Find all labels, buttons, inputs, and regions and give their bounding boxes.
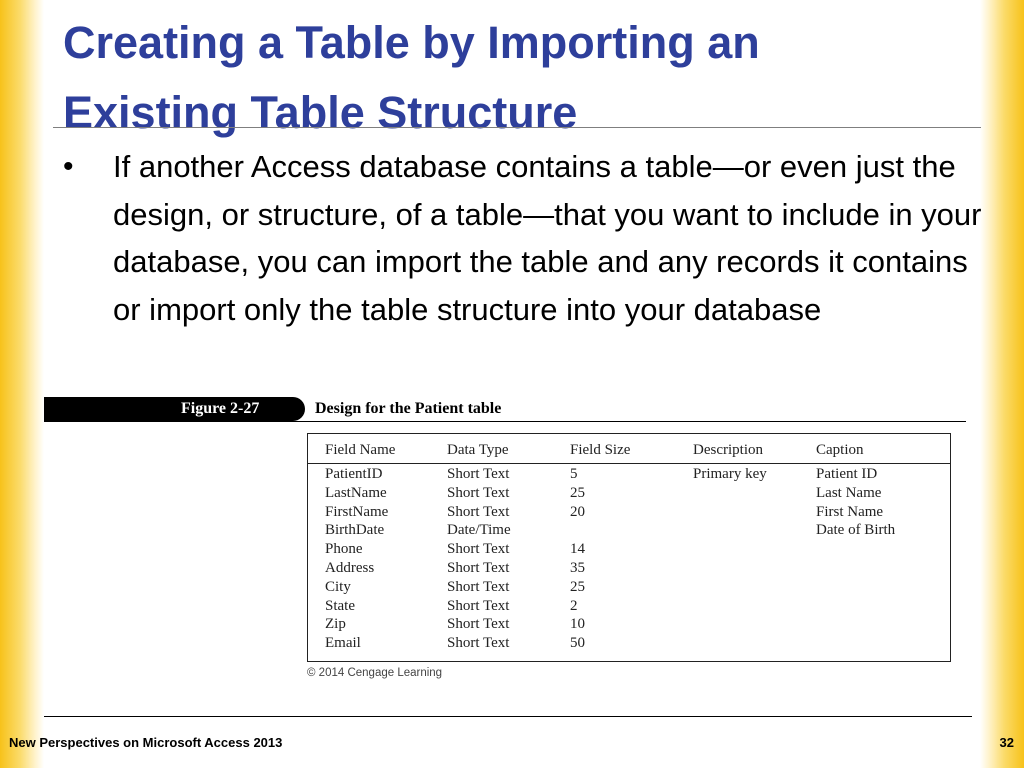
table-row [308, 597, 950, 616]
copyright-notice: © 2014 Cengage Learning [307, 667, 443, 679]
cell-field-size: 50 [570, 635, 585, 652]
figure-divider [44, 421, 966, 422]
cell-field-size: 25 [570, 484, 585, 501]
cell-field-size: 25 [570, 578, 585, 595]
page-number: 32 [999, 735, 1014, 750]
cell-caption: First Name [816, 503, 884, 520]
patient-table [307, 433, 951, 662]
footer-book-title: New Perspectives on Microsoft Access 2013 [9, 735, 283, 750]
table-row [308, 540, 950, 559]
cell-caption: Last Name [816, 484, 882, 501]
cell-field-name: Email [325, 635, 361, 652]
slide-title-line-2: Existing Table Structure [63, 87, 578, 138]
column-header-field-name: Field Name [325, 442, 396, 458]
column-header-description: Description [693, 442, 763, 458]
cell-data-type: Short Text [447, 597, 510, 614]
cell-field-size: 10 [570, 616, 585, 633]
cell-caption: Patient ID [816, 466, 878, 482]
cell-field-size: 35 [570, 559, 585, 576]
cell-data-type: Short Text [447, 559, 510, 576]
column-header-field-size: Field Size [570, 442, 631, 458]
bullet-icon: • [63, 150, 74, 183]
footer-divider [44, 716, 972, 717]
cell-field-size: 2 [570, 597, 578, 614]
cell-data-type: Short Text [447, 541, 510, 558]
cell-field-name: BirthDate [325, 522, 385, 539]
table-row [308, 484, 950, 503]
column-header-data-type: Data Type [447, 442, 509, 458]
cell-data-type: Short Text [447, 616, 510, 633]
cell-data-type: Short Text [447, 503, 510, 520]
slide-title-line-1: Creating a Table by Importing an [63, 17, 760, 68]
cell-field-name: PatientID [325, 466, 383, 482]
cell-field-size: 20 [570, 503, 585, 520]
cell-data-type: Short Text [447, 466, 510, 482]
table-row [308, 615, 950, 634]
cell-field-name: FirstName [325, 503, 389, 520]
figure-number: Figure 2-27 [181, 400, 260, 417]
column-header-caption: Caption [816, 442, 864, 458]
cell-field-name: LastName [325, 484, 387, 501]
cell-field-name: Zip [325, 616, 346, 633]
figure-label-bar [44, 397, 305, 421]
table-row [308, 578, 950, 597]
table-row [308, 465, 950, 484]
cell-field-name: State [325, 597, 355, 614]
cell-data-type: Short Text [447, 635, 510, 652]
cell-description: Primary key [693, 466, 767, 482]
table-row [308, 503, 950, 522]
cell-data-type: Short Text [447, 578, 510, 595]
cell-data-type: Short Text [447, 484, 510, 501]
cell-data-type: Date/Time [447, 522, 511, 539]
table-body [308, 465, 950, 653]
right-edge-decoration [980, 0, 1024, 768]
cell-field-name: City [325, 578, 351, 595]
table-row [308, 634, 950, 653]
left-edge-decoration [0, 0, 44, 768]
cell-field-name: Phone [325, 541, 363, 558]
table-row [308, 559, 950, 578]
cell-field-size: 5 [570, 466, 578, 482]
table-row [308, 521, 950, 540]
table-header [308, 434, 950, 464]
cell-field-name: Address [325, 559, 375, 576]
cell-field-size: 14 [570, 541, 585, 558]
bullet-text: If another Access database contains a table—or even just the design, or structure, of a table—that you want to include in your database, you can import the table and any records it contains or import only the table structure into your database [113, 149, 982, 327]
cell-caption: Date of Birth [816, 522, 896, 539]
title-divider [53, 127, 981, 128]
figure-caption: Design for the Patient table [315, 400, 502, 417]
